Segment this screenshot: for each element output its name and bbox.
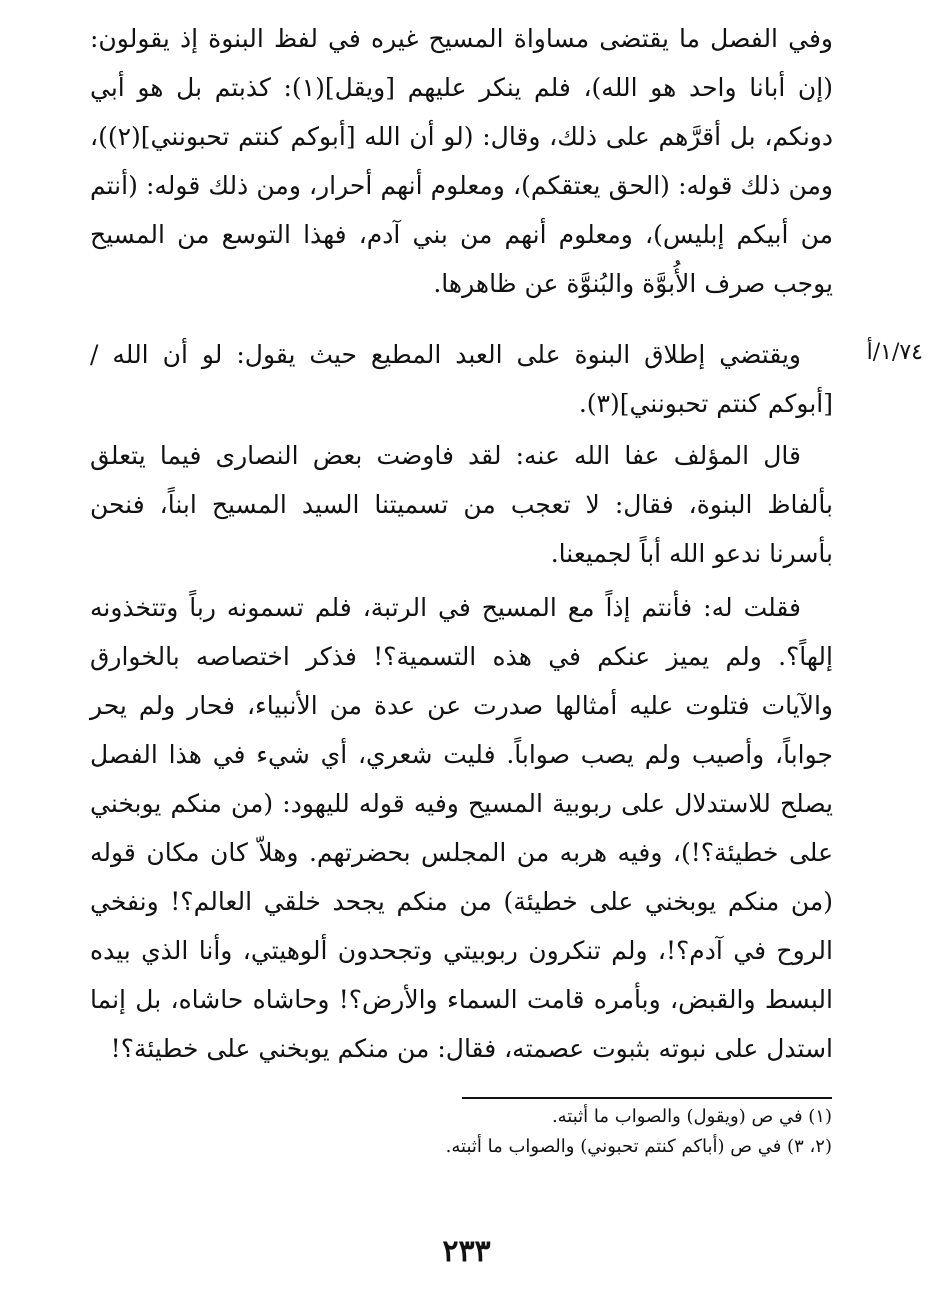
footnote-2: (٢، ٣) في ص (أباكم كنتم تحبوني) والصواب ما أثبته.	[445, 1136, 832, 1157]
footnote-1: (١) في ص (ويقول) والصواب ما أثبته.	[551, 1106, 832, 1127]
paragraph-1: وفي الفصل ما يقتضى مساواة المسيح غيره في لفظ البنوة إذ يقولون: (إن أبانا واحد هو الله)، فلم ينكر عليهم [ويقل](١): كذبتم بل هو أبي دونكم، بل أقرَّهم على ذلك، وقال: (لو أن الله [أبوكم كنتم تحبونني](٢))، ومن ذلك قوله: (الحق يعتقكم)، ومعلوم أنهم أحرار، ومن ذلك قوله: (أنتم من أبيكم إبليس)، ومعلوم أنهم من بني آدم، فهذا التوسع من المسيح يوجب صرف الأُبوَّة والبُنوَّة عن ظاهرها.	[90, 24, 833, 298]
page-number: ٢٣٣	[442, 1234, 491, 1269]
manuscript-folio-reference: ١/٧٤/أ	[866, 340, 923, 365]
paragraph-2: ويقتضي إطلاق البنوة على العبد المطيع حيث يقول: لو أن الله / [أبوكم كنتم تحبونني](٣).	[90, 340, 833, 418]
paragraph-3: قال المؤلف عفا الله عنه: لقد فاوضت بعض النصارى فيما يتعلق بألفاظ البنوة، فقال: لا تعجب من تسميتنا السيد المسيح ابناً، فنحن بأسرنا ندعو الله أباً لجميعنا.	[90, 441, 833, 568]
footnotes	[300, 1102, 832, 1162]
paragraph-4: فقلت له: فأنتم إذاً مع المسيح في الرتبة، فلم تسمونه رباً وتتخذونه إلهاً؟. ولم يميز عنكم في هذه التسمية؟! فذكر اختصاصه بالخوارق والآيات فتلوت عليه أمثالها صدرت عن عدة من الأنبياء، فحار ولم يحر جواباً، وأصيب ولم يصب صواباً. فليت شعري، أي شيء في هذا الفصل يصلح للاستدلال على ربوبية المسيح وفيه قوله لليهود: (من منكم يوبخني على خطيئة؟!)، وفيه هربه من المجلس بحضرتهم. وهلاّ كان مكان قوله (من منكم يوبخني على خطيئة) من منكم يجحد خلقي العالم؟! ونفخي الروح في آدم؟!، ولم تنكرون ربوبيتي وتجحدون ألوهيتي، وأنا الذي بيده البسط والقبض، وبأمره قامت السماء والأرض؟! وحاشاه حاشاه، بل إنما استدل على نبوته بثبوت عصمته، فقال: من منكم يوبخني على خطيئة؟!	[90, 593, 833, 1063]
footnote-separator	[462, 1097, 832, 1099]
